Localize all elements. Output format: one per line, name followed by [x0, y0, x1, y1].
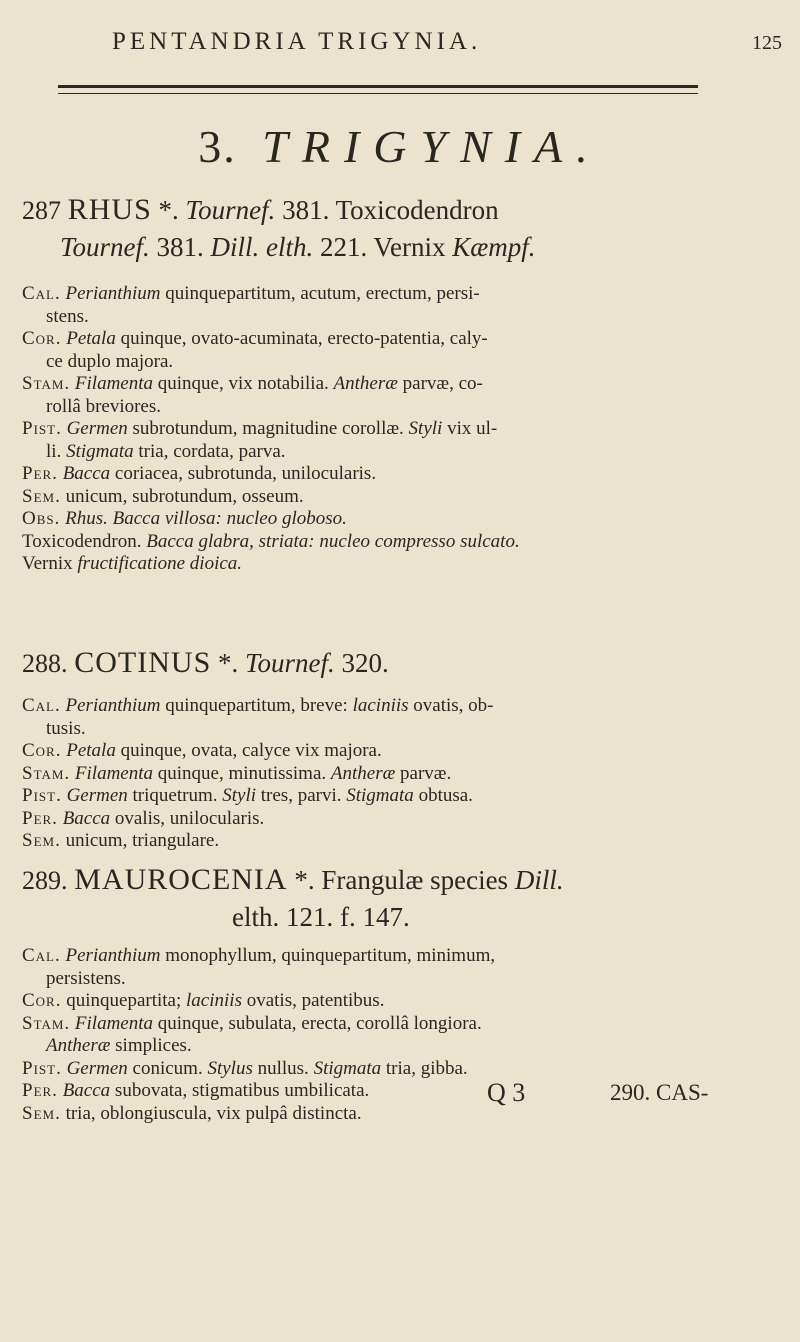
text-line: Per. Bacca subovata, stigmatibus umbilicata.: [22, 1080, 370, 1101]
text-line: Cal. Perianthium quinquepartitum, breve: laciniis ovatis, ob-: [22, 695, 494, 716]
text-line: Obs. Rhus. Bacca villosa: nucleo globoso.: [22, 508, 347, 529]
header-rule: [58, 85, 698, 94]
entry-heading-287: 287 RHUS *. Tournef. 381. Toxicodendron Tournef. 381. Dill. elth. 221. Vernix Kæmpf.: [22, 193, 536, 262]
text-line: Cor. Petala quinque, ovato-acuminata, erecto-patentia, caly-: [22, 328, 488, 349]
text-line: Cor. quinquepartita; laciniis ovatis, patentibus.: [22, 990, 385, 1011]
text-line: Stam. Filamenta quinque, vix notabilia. Antheræ parvæ, co-: [22, 373, 483, 394]
text-line: tusis.: [46, 717, 86, 739]
text-line: rollâ breviores.: [46, 395, 162, 417]
signature-mark: Q 3: [487, 1078, 526, 1107]
page-number: 125: [752, 32, 782, 54]
text-line: Pist. Germen subrotundum, magnitudine corollæ. Styli vix ul-: [22, 418, 498, 439]
text-line: Cor. Petala quinque, ovata, calyce vix majora.: [22, 740, 382, 761]
text-line: ce duplo majora.: [46, 350, 174, 372]
text-line: Sem. unicum, triangulare.: [22, 830, 220, 851]
text-line: Antheræ simplices.: [46, 1035, 192, 1056]
text-line: Vernix fructificatione dioica.: [22, 553, 243, 574]
entry-heading-288: 288. COTINUS *. Tournef. 320.: [22, 646, 389, 679]
text-line: stens.: [46, 305, 89, 327]
text-line: Pist. Germen conicum. Stylus nullus. Stigmata tria, gibba.: [22, 1057, 468, 1079]
text-line: persistens.: [46, 967, 126, 989]
text-line: Per. Bacca coriacea, subrotunda, unilocularis.: [22, 463, 377, 484]
text-line: Pist. Germen triquetrum. Styli tres, parvi. Stigmata obtusa.: [22, 785, 473, 806]
genus-name: COTINUS: [74, 646, 212, 679]
running-title: PENTANDRIA TRIGYNIA.: [112, 28, 482, 55]
catchword: 290. CAS-: [610, 1080, 709, 1105]
genus-name: MAUROCENIA: [74, 863, 288, 896]
entry-description-287: [22, 283, 792, 576]
text-line: Sem. unicum, subrotundum, osseum.: [22, 485, 304, 507]
text-line: Cal. Perianthium quinquepartitum, acutum, erectum, persi-: [22, 283, 480, 304]
text-line: Stam. Filamenta quinque, subulata, erecta, corollâ longiora.: [22, 1012, 482, 1034]
text-line: li. Stigmata tria, cordata, parva.: [46, 440, 286, 462]
text-line: Sem. tria, oblongiuscula, vix pulpâ distincta.: [22, 1102, 362, 1124]
text-line: Stam. Filamenta quinque, minutissima. Antheræ parvæ.: [22, 762, 452, 784]
text-line: Cal. Perianthium monophyllum, quinquepartitum, minimum,: [22, 945, 496, 966]
genus-name: RHUS: [67, 193, 152, 226]
text-line: Per. Bacca ovalis, unilocularis.: [22, 807, 265, 829]
running-header: [0, 28, 800, 62]
section-title: 3. TRIGYNIA.: [198, 121, 602, 172]
text-line: Toxicodendron. Bacca glabra, striata: nucleo compresso sulcato.: [22, 530, 520, 552]
entry-description-288: [22, 695, 792, 853]
entry-heading-289: 289. MAUROCENIA *. Frangulæ species Dill. elth. 121. f. 147.: [22, 863, 564, 932]
